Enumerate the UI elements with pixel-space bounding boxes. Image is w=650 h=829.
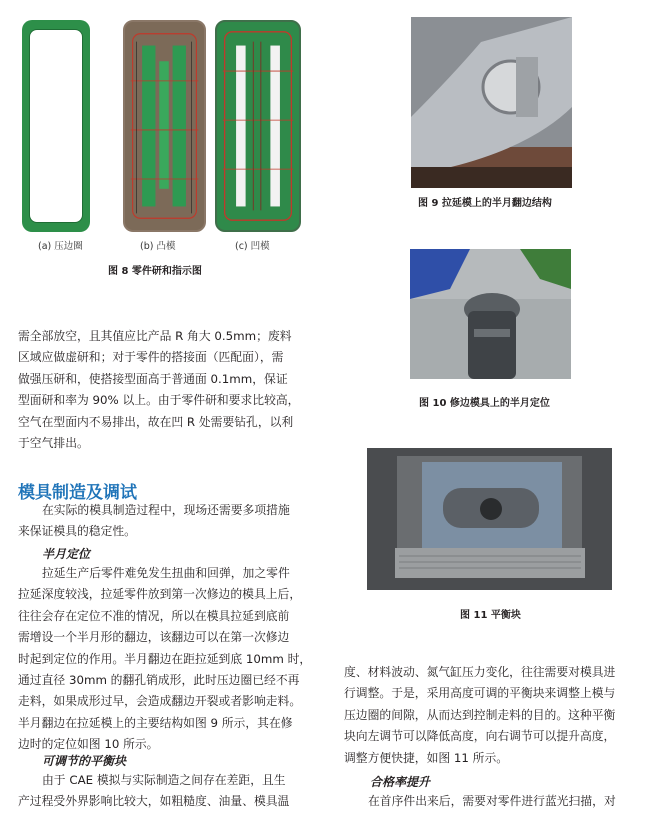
- text-line: 拉延深度较浅，拉延零件放到第一次修边的模具上后，: [18, 587, 302, 602]
- text-line: 边时的定位如图 10 所示。: [18, 737, 159, 752]
- text-line: 空气在型面内不易排出，故在凹 R 处需要钻孔，以利: [18, 414, 294, 429]
- text-line: 需全部放空，且其值应比产品 R 角大 0.5mm；废料: [18, 329, 292, 343]
- text-line: 由于 CAE 模拟与实际制造之间存在差距，且生: [42, 773, 286, 787]
- text-line: 时起到定位的作用。半月翻边在距拉延到底 10mm 时，: [18, 651, 312, 666]
- punch-image: [123, 20, 206, 232]
- text-line: 调整方便快捷，如图 11 所示。: [344, 750, 509, 765]
- figure-9-photo: [411, 17, 572, 188]
- subheading-yield: 合格率提升: [370, 775, 431, 789]
- figure-8: [12, 10, 308, 278]
- text-line: 往往会存在定位不准的情况，所以在模具拉延到底前: [18, 608, 290, 623]
- text-line: 在首序件出来后，需要对零件进行蓝光扫描，对: [368, 794, 616, 808]
- half-moon-paragraph: [18, 563, 314, 756]
- text-line: 型面研和率为 90% 以上。由于零件研和要求比较高，: [18, 393, 300, 408]
- text-line: 行调整。于是，采用高度可调的平衡块来调整上模与: [344, 686, 616, 701]
- figure-11-caption: 图 11 平衡块: [460, 610, 521, 621]
- die-image: [215, 20, 301, 232]
- paragraph-continued: [18, 326, 314, 454]
- text-line: 拉延生产后零件难免发生扭曲和回弹，加之零件: [42, 566, 290, 580]
- text-line: 通过直径 30mm 的翻孔销成形，此时压边圈已经不再: [18, 673, 300, 688]
- subheading-half-moon: 半月定位: [42, 547, 91, 561]
- figure-8-label-c: (c) 凹模: [235, 241, 270, 252]
- figure-10-caption: 图 10 修边模具上的半月定位: [419, 398, 550, 409]
- text-line: 走料，如果成形过早，会造成翻边开裂或者影响走料。: [18, 694, 302, 709]
- subheading-balance-block: 可调节的平衡块: [42, 754, 127, 768]
- balance-block-paragraph-continued: [344, 662, 640, 769]
- figure-11-photo: [367, 448, 612, 590]
- figure-9-caption: 图 9 拉延模上的半月翻边结构: [418, 198, 552, 209]
- text-line: 于空气排出。: [18, 436, 89, 451]
- text-line: 半月翻边在拉延模上的主要结构如图 9 所示，其在修: [18, 715, 293, 730]
- text-line: 产过程受外界影响比较大，如粗糙度、油量、模具温: [18, 794, 290, 809]
- figure-8-label-a: (a) 压边圈: [38, 241, 83, 252]
- section-intro: [18, 500, 314, 543]
- text-line: 度、材料波动、氮气缸压力变化，往往需要对模具进: [344, 665, 616, 679]
- yield-paragraph: [344, 791, 640, 812]
- figure-8-caption: 图 8 零件研和指示图: [108, 266, 202, 277]
- figure-8-label-b: (b) 凸模: [140, 241, 176, 252]
- text-line: 在实际的模具制造过程中，现场还需要多项措施: [42, 503, 290, 517]
- text-line: 块向左调节可以降低高度，向右调节可以提升高度，: [344, 729, 616, 744]
- text-line: 做强压研和，使搭接型面高于普通面 0.1mm，保证: [18, 371, 288, 386]
- text-line: 需增设一个半月形的翻边，该翻边可以在第一次修边: [18, 630, 290, 645]
- text-line: 区域应做虚研和；对于零件的搭接面（匹配面），需: [18, 350, 284, 365]
- text-line: 压边圈的间隙，从而达到控制走料的目的。这种平衡: [344, 707, 616, 722]
- text-line: 来保证模具的稳定性。: [18, 524, 136, 539]
- figure-10-photo: [410, 249, 571, 379]
- balance-block-paragraph: [18, 770, 314, 813]
- section-title: 模具制造及调试: [18, 483, 137, 503]
- binder-ring-image: [22, 20, 90, 232]
